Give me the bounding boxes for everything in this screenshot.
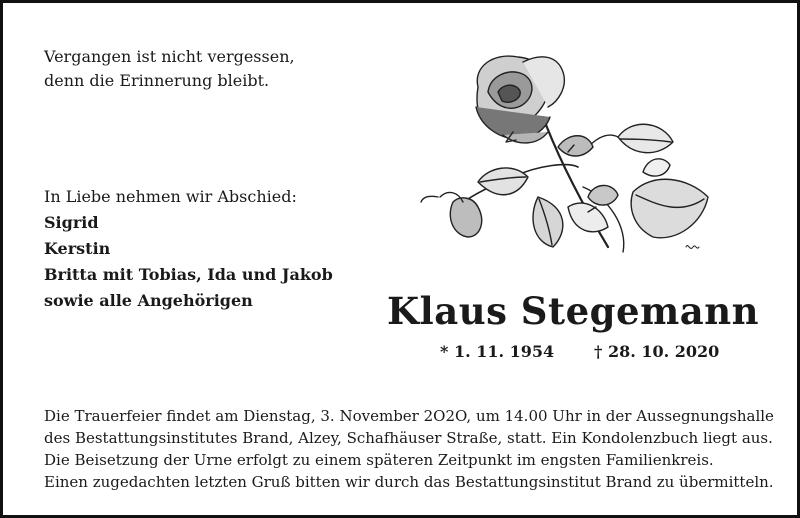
details-line-3: Die Beisetzung der Urne erfolgt zu einem späteren Zeitpunkt im engsten Familienkreis. [44,451,714,469]
mourner-name: Britta mit Tobias, Ida und Jakob [44,265,333,284]
mourner-name: Kerstin [44,239,111,258]
farewell-intro: In Liebe nehmen wir Abschied: [44,187,297,206]
memorial-quote [44,45,295,93]
life-dates [440,342,720,361]
birth-date: * 1. 11. 1954 [440,342,555,361]
details-line-2: des Bestattungsinstitutes Brand, Alzey, Schafhäuser Straße, statt. Ein Kondolenzbuch liegt aus. [44,429,773,447]
mourner-name: Sigrid [44,213,99,232]
quote-line-1: Vergangen ist nicht vergessen, [44,47,295,66]
quote-line-2: denn die Erinnerung bleibt. [44,71,270,90]
details-line-4: Einen zugedachten letzten Gruß bitten wir durch das Bestattungsinstitut Brand zu übermitteln. [44,473,774,491]
mourner-name: sowie alle Angehörigen [44,291,253,310]
service-details [44,405,774,493]
rose-illustration-icon [418,47,718,262]
details-line-1: Die Trauerfeier findet am Dienstag, 3. November 2O2O, um 14.00 Uhr in der Aussegnungshalle [44,407,774,425]
deceased-name: Klaus Stegemann [387,289,759,333]
farewell-block [44,184,333,314]
death-date: † 28. 10. 2020 [594,342,720,361]
